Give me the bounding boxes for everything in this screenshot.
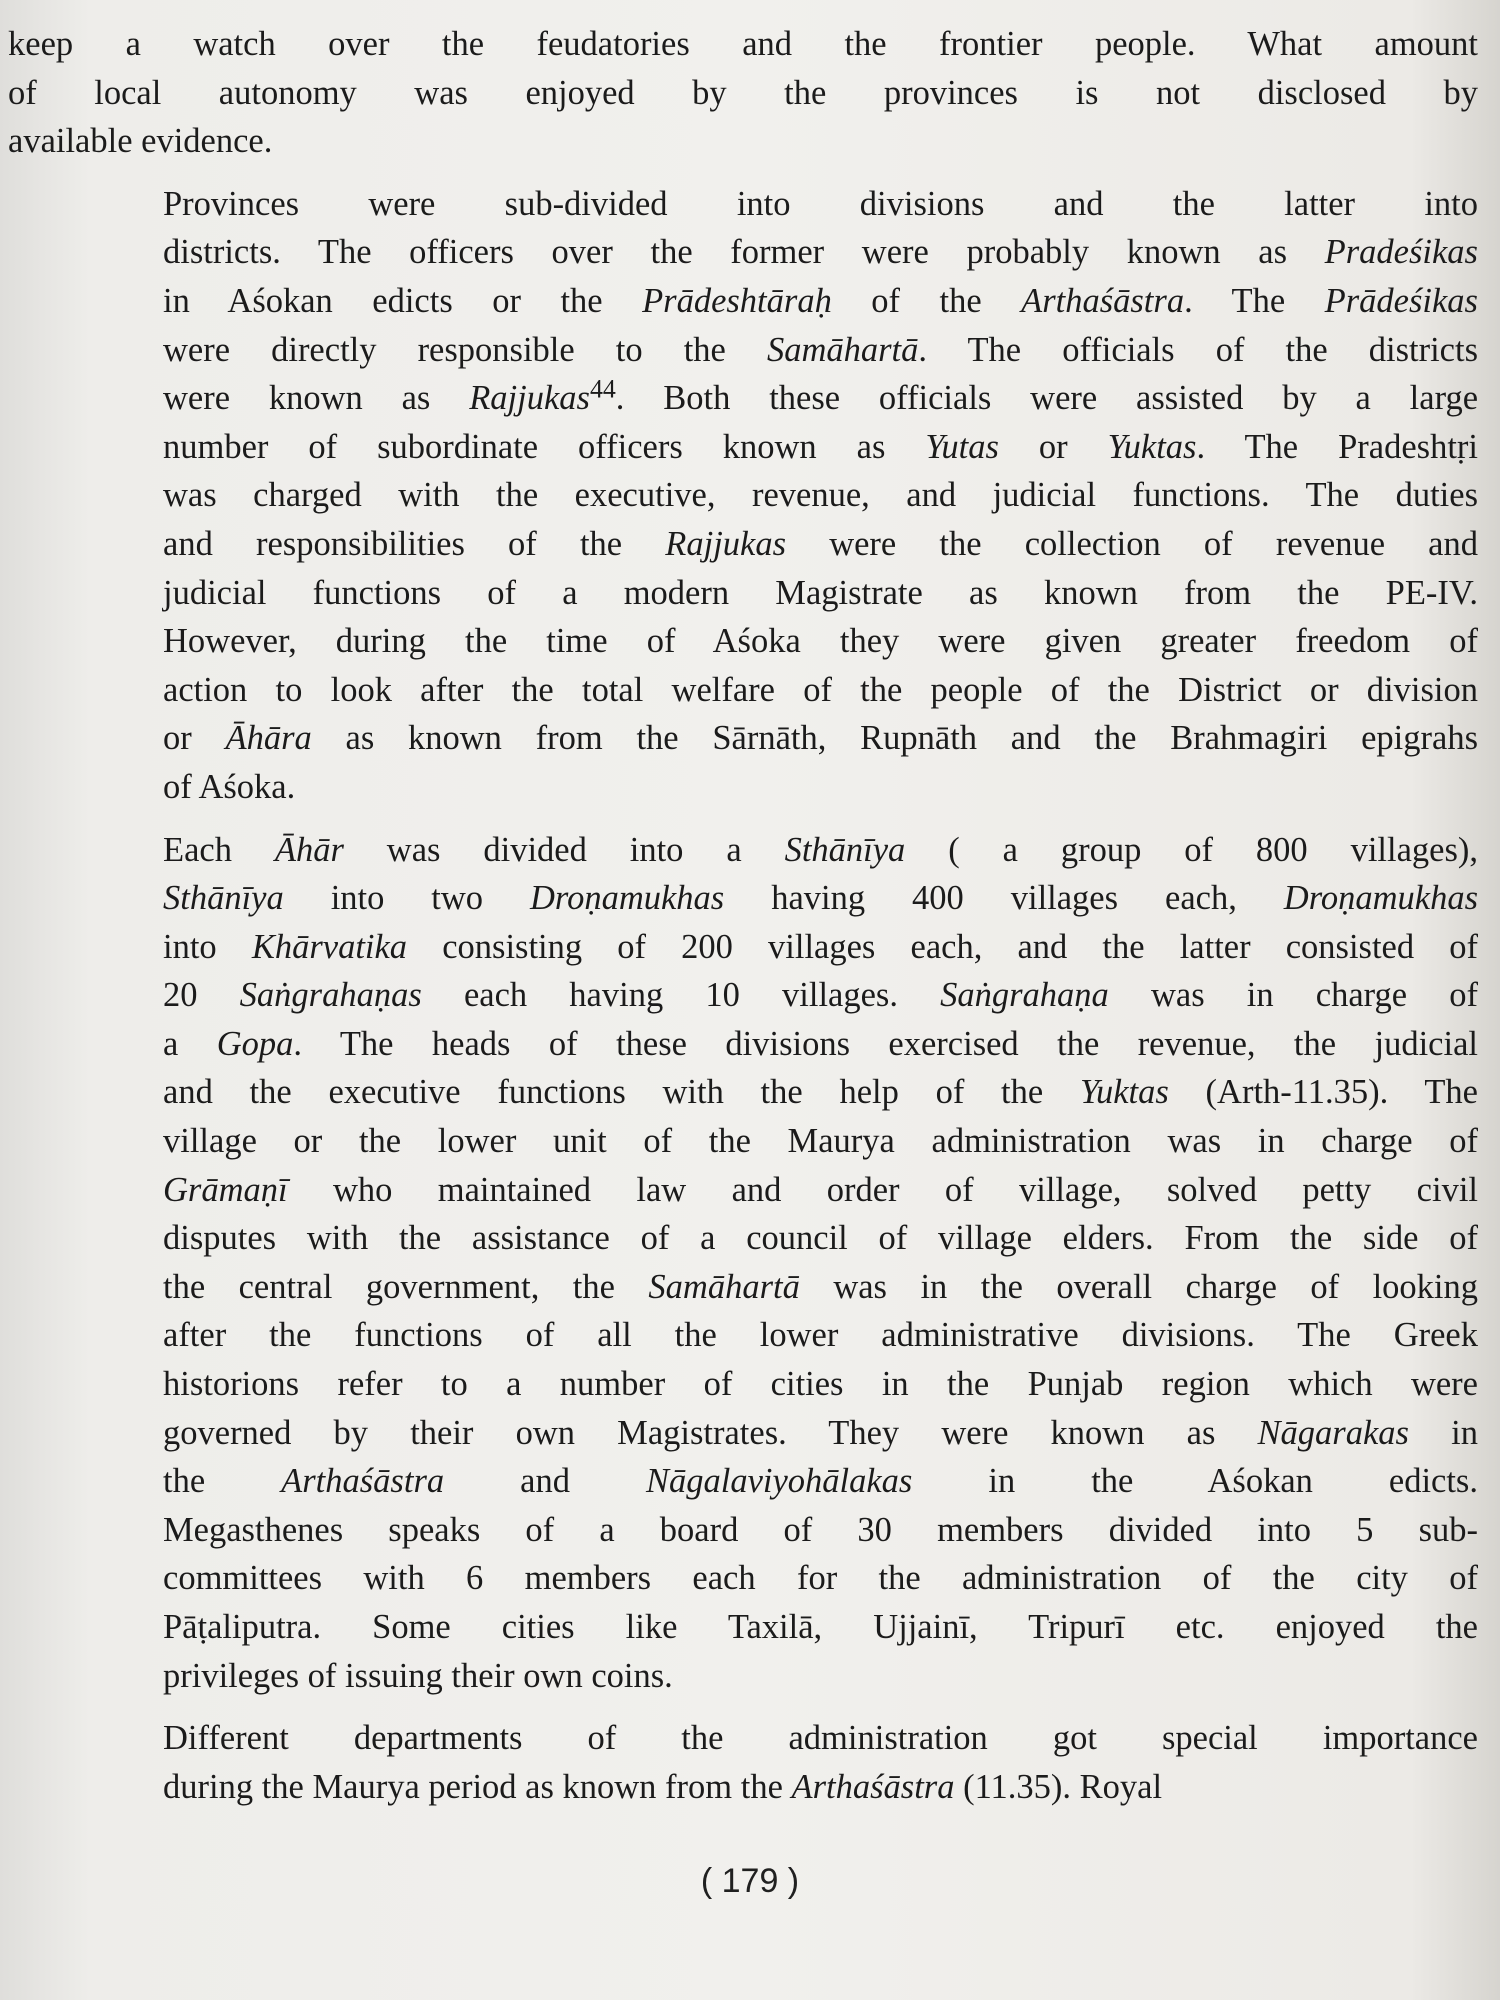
text-line: historions refer to a number of cities in the Punjab region which were <box>163 1365 1478 1404</box>
text-line: Sthānīya into two Droṇamukhas having 400 villages each, Droṇamukhas <box>163 879 1478 918</box>
text-line: and the executive functions with the help of the Yuktas (Arth-11.35). The <box>163 1073 1478 1112</box>
text-line: number of subordinate officers known as Yutas or Yuktas. The Pradeshtṛi <box>163 427 1478 466</box>
footnote-marker: 44 <box>589 374 616 404</box>
text-line: into Khārvatika consisting of 200 villages each, and the latter consisted of <box>163 927 1479 966</box>
text-line: judicial functions of a modern Magistrate as known from the PE-IV. <box>163 573 1478 612</box>
text-line: available evidence. <box>8 122 273 161</box>
body-text <box>8 20 1478 1811</box>
text-line: keep a watch over the feudatories and the frontier people. What amount <box>8 25 1478 63</box>
text-line: Megasthenes speaks of a board of 30 members divided into 5 sub- <box>163 1510 1478 1549</box>
text-line: was charged with the executive, revenue, and judicial functions. The duties <box>163 476 1478 515</box>
text-line: a Gopa. The heads of these divisions exercised the revenue, the judicial <box>163 1024 1478 1063</box>
text-line: districts. The officers over the former were probably known as Pradeśikas <box>163 233 1478 272</box>
text-line: However, during the time of Aśoka they were given greater freedom of <box>163 622 1478 661</box>
text-line: during the Maurya period as known from the Arthaśāstra (11.35). Royal <box>163 1767 1163 1806</box>
page-number: ( 179 ) <box>700 1862 800 1900</box>
text-line: in Aśokan edicts or the Prādeshtāraḥ of the Arthaśāstra. The Prādeśikas <box>163 281 1478 320</box>
text-line: were directly responsible to the Samāhartā. The officials of the districts <box>163 330 1478 369</box>
paragraph-1 <box>8 20 1478 166</box>
text-line: after the functions of all the lower administrative divisions. The Greek <box>163 1316 1478 1355</box>
paragraph-3 <box>8 826 1478 1701</box>
text-line: disputes with the assistance of a council of village elders. From the side of <box>163 1219 1478 1258</box>
text-line: 20 Saṅgrahaṇas each having 10 villages. Saṅgrahaṇa was in charge of <box>163 976 1478 1015</box>
text-line: the central government, the Samāhartā was in the overall charge of looking <box>163 1267 1478 1306</box>
text-line: committees with 6 members each for the administration of the city of <box>163 1559 1478 1598</box>
text-line: the Arthaśāstra and Nāgalaviyohālakas in the Aśokan edicts. <box>163 1462 1478 1501</box>
text-line: and responsibilities of the Rajjukas were the collection of revenue and <box>163 524 1478 563</box>
text-line: Different departments of the administration got special importance <box>163 1719 1478 1758</box>
text-line: of Aśoka. <box>163 767 296 806</box>
text-line: privileges of issuing their own coins. <box>163 1656 673 1695</box>
text-line: action to look after the total welfare of the people of the District or division <box>163 670 1478 709</box>
text-line: Each Āhār was divided into a Sthānīya ( a group of 800 villages), <box>163 830 1479 869</box>
paragraph-4 <box>8 1714 1478 1811</box>
text-line: governed by their own Magistrates. They were known as Nāgarakas in <box>163 1413 1478 1452</box>
text-line: Provinces were sub-divided into divisions and the latter into <box>163 184 1478 223</box>
text-line: village or the lower unit of the Maurya administration was in charge of <box>163 1122 1478 1161</box>
paragraph-2 <box>8 180 1478 812</box>
text-line: or Āhāra as known from the Sārnāth, Rupnāth and the Brahmagiri epigrahs <box>163 719 1478 758</box>
text-line: were known as Rajjukas$^{44}$. Both these officials were assisted by a large <box>163 374 1479 418</box>
text-line: Pāṭaliputra. Some cities like Taxilā, Ujjainī, Tripurī etc. enjoyed the <box>163 1608 1478 1646</box>
text-line: Grāmaṇī who maintained law and order of village, solved petty civil <box>163 1170 1478 1209</box>
text-line: of local autonomy was enjoyed by the provinces is not disclosed by <box>8 73 1478 112</box>
